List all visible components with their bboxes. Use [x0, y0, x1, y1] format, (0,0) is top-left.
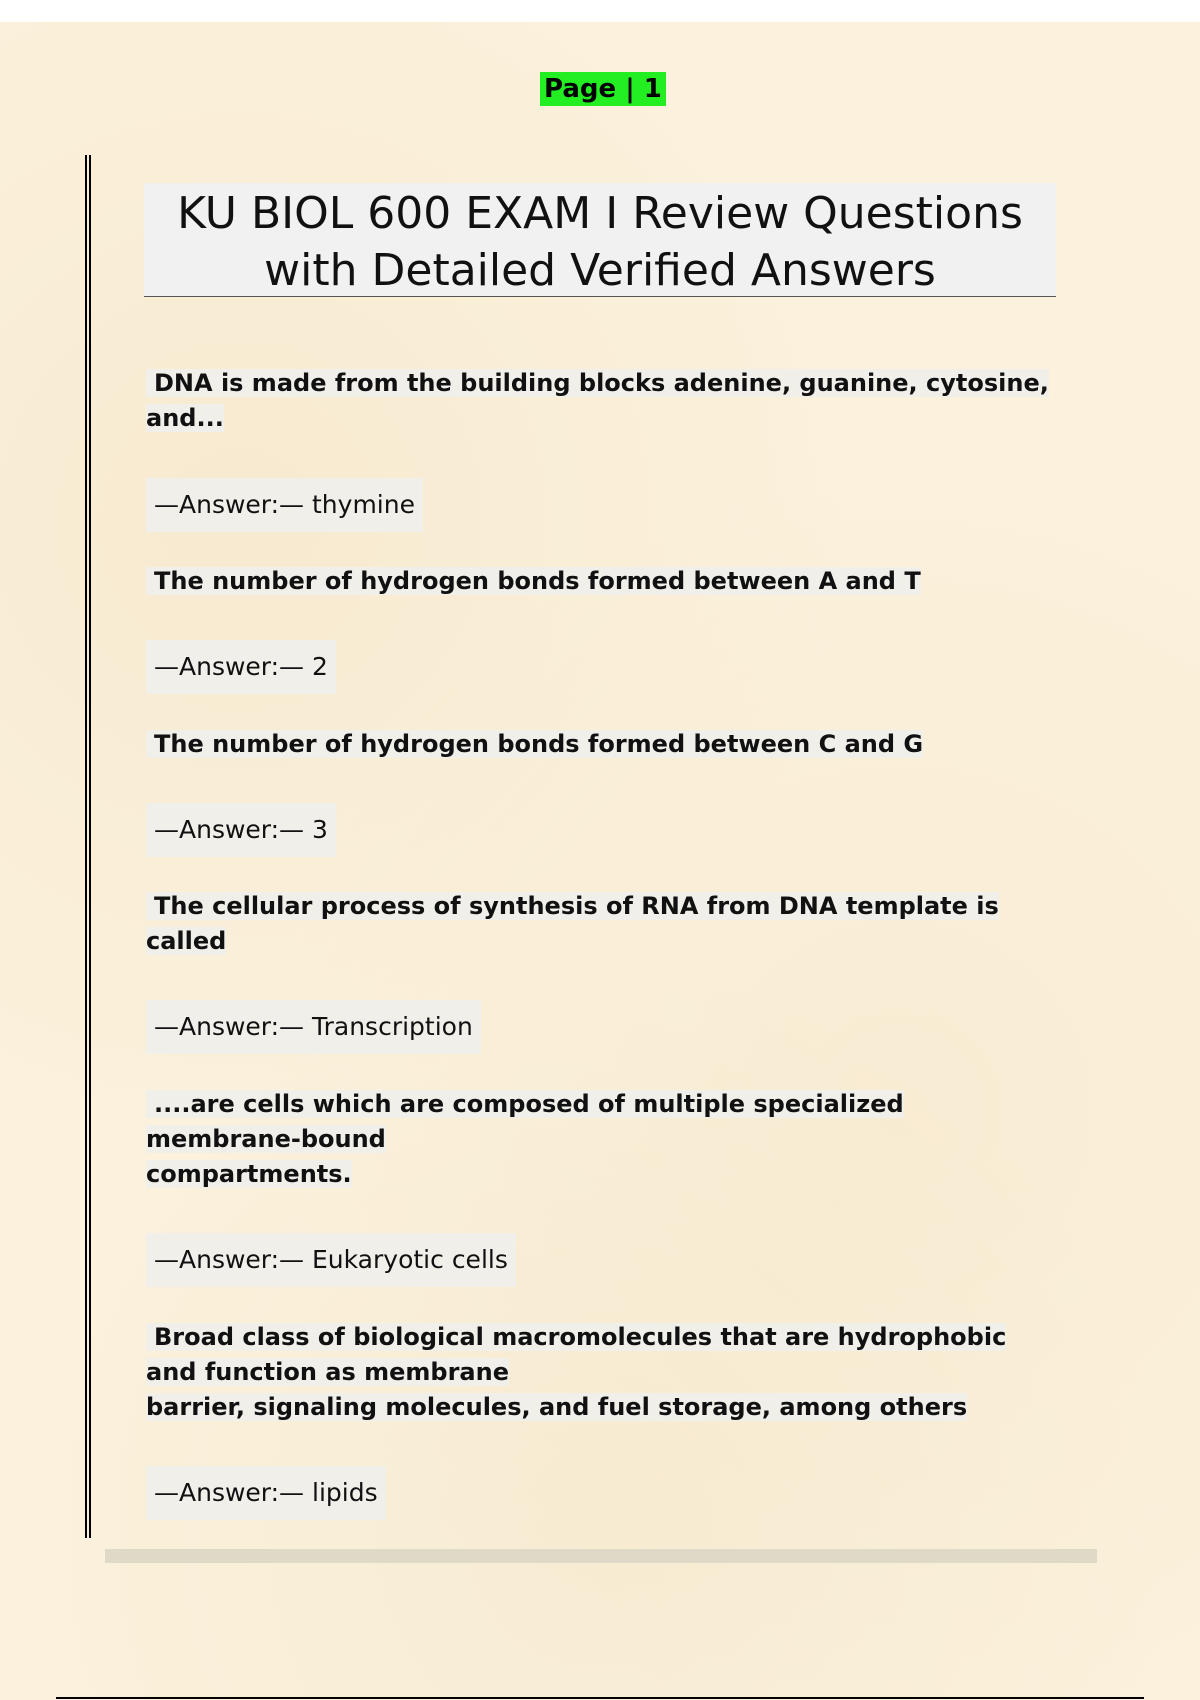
- question-6: Broad class of biological macromolecules that are hydrophobic and function as membrane barrier, signaling molecules, and fuel storage, among others: [146, 1323, 1007, 1421]
- answer-2: —Answer:— 2: [146, 640, 336, 694]
- question-2: The number of hydrogen bonds formed between A and T: [146, 564, 921, 599]
- answer-6: —Answer:— lipids: [146, 1466, 386, 1520]
- question-3: The number of hydrogen bonds formed between C and G: [146, 727, 923, 762]
- answer-1: —Answer:— thymine: [146, 478, 423, 532]
- bottom-divider-band: [105, 1549, 1097, 1563]
- left-border-rule: [85, 155, 91, 1538]
- question-1: DNA is made from the building blocks adenine, guanine, cytosine, and...: [146, 369, 1049, 432]
- title-box: [144, 183, 1056, 297]
- question-5: ....are cells which are composed of multiple specialized membrane-bound compartments.: [146, 1090, 904, 1188]
- question-4: The cellular process of synthesis of RNA from DNA template is called: [146, 892, 999, 955]
- page-number-label: Page | 1: [540, 72, 666, 106]
- answer-3: —Answer:— 3: [146, 803, 336, 857]
- answer-5: —Answer:— Eukaryotic cells: [146, 1233, 516, 1287]
- document-title: KU BIOL 600 EXAM I Review Questions with Detailed Verified Answers: [177, 188, 1023, 296]
- answer-4: —Answer:— Transcription: [146, 1000, 481, 1054]
- footer-rule: [56, 1697, 1144, 1699]
